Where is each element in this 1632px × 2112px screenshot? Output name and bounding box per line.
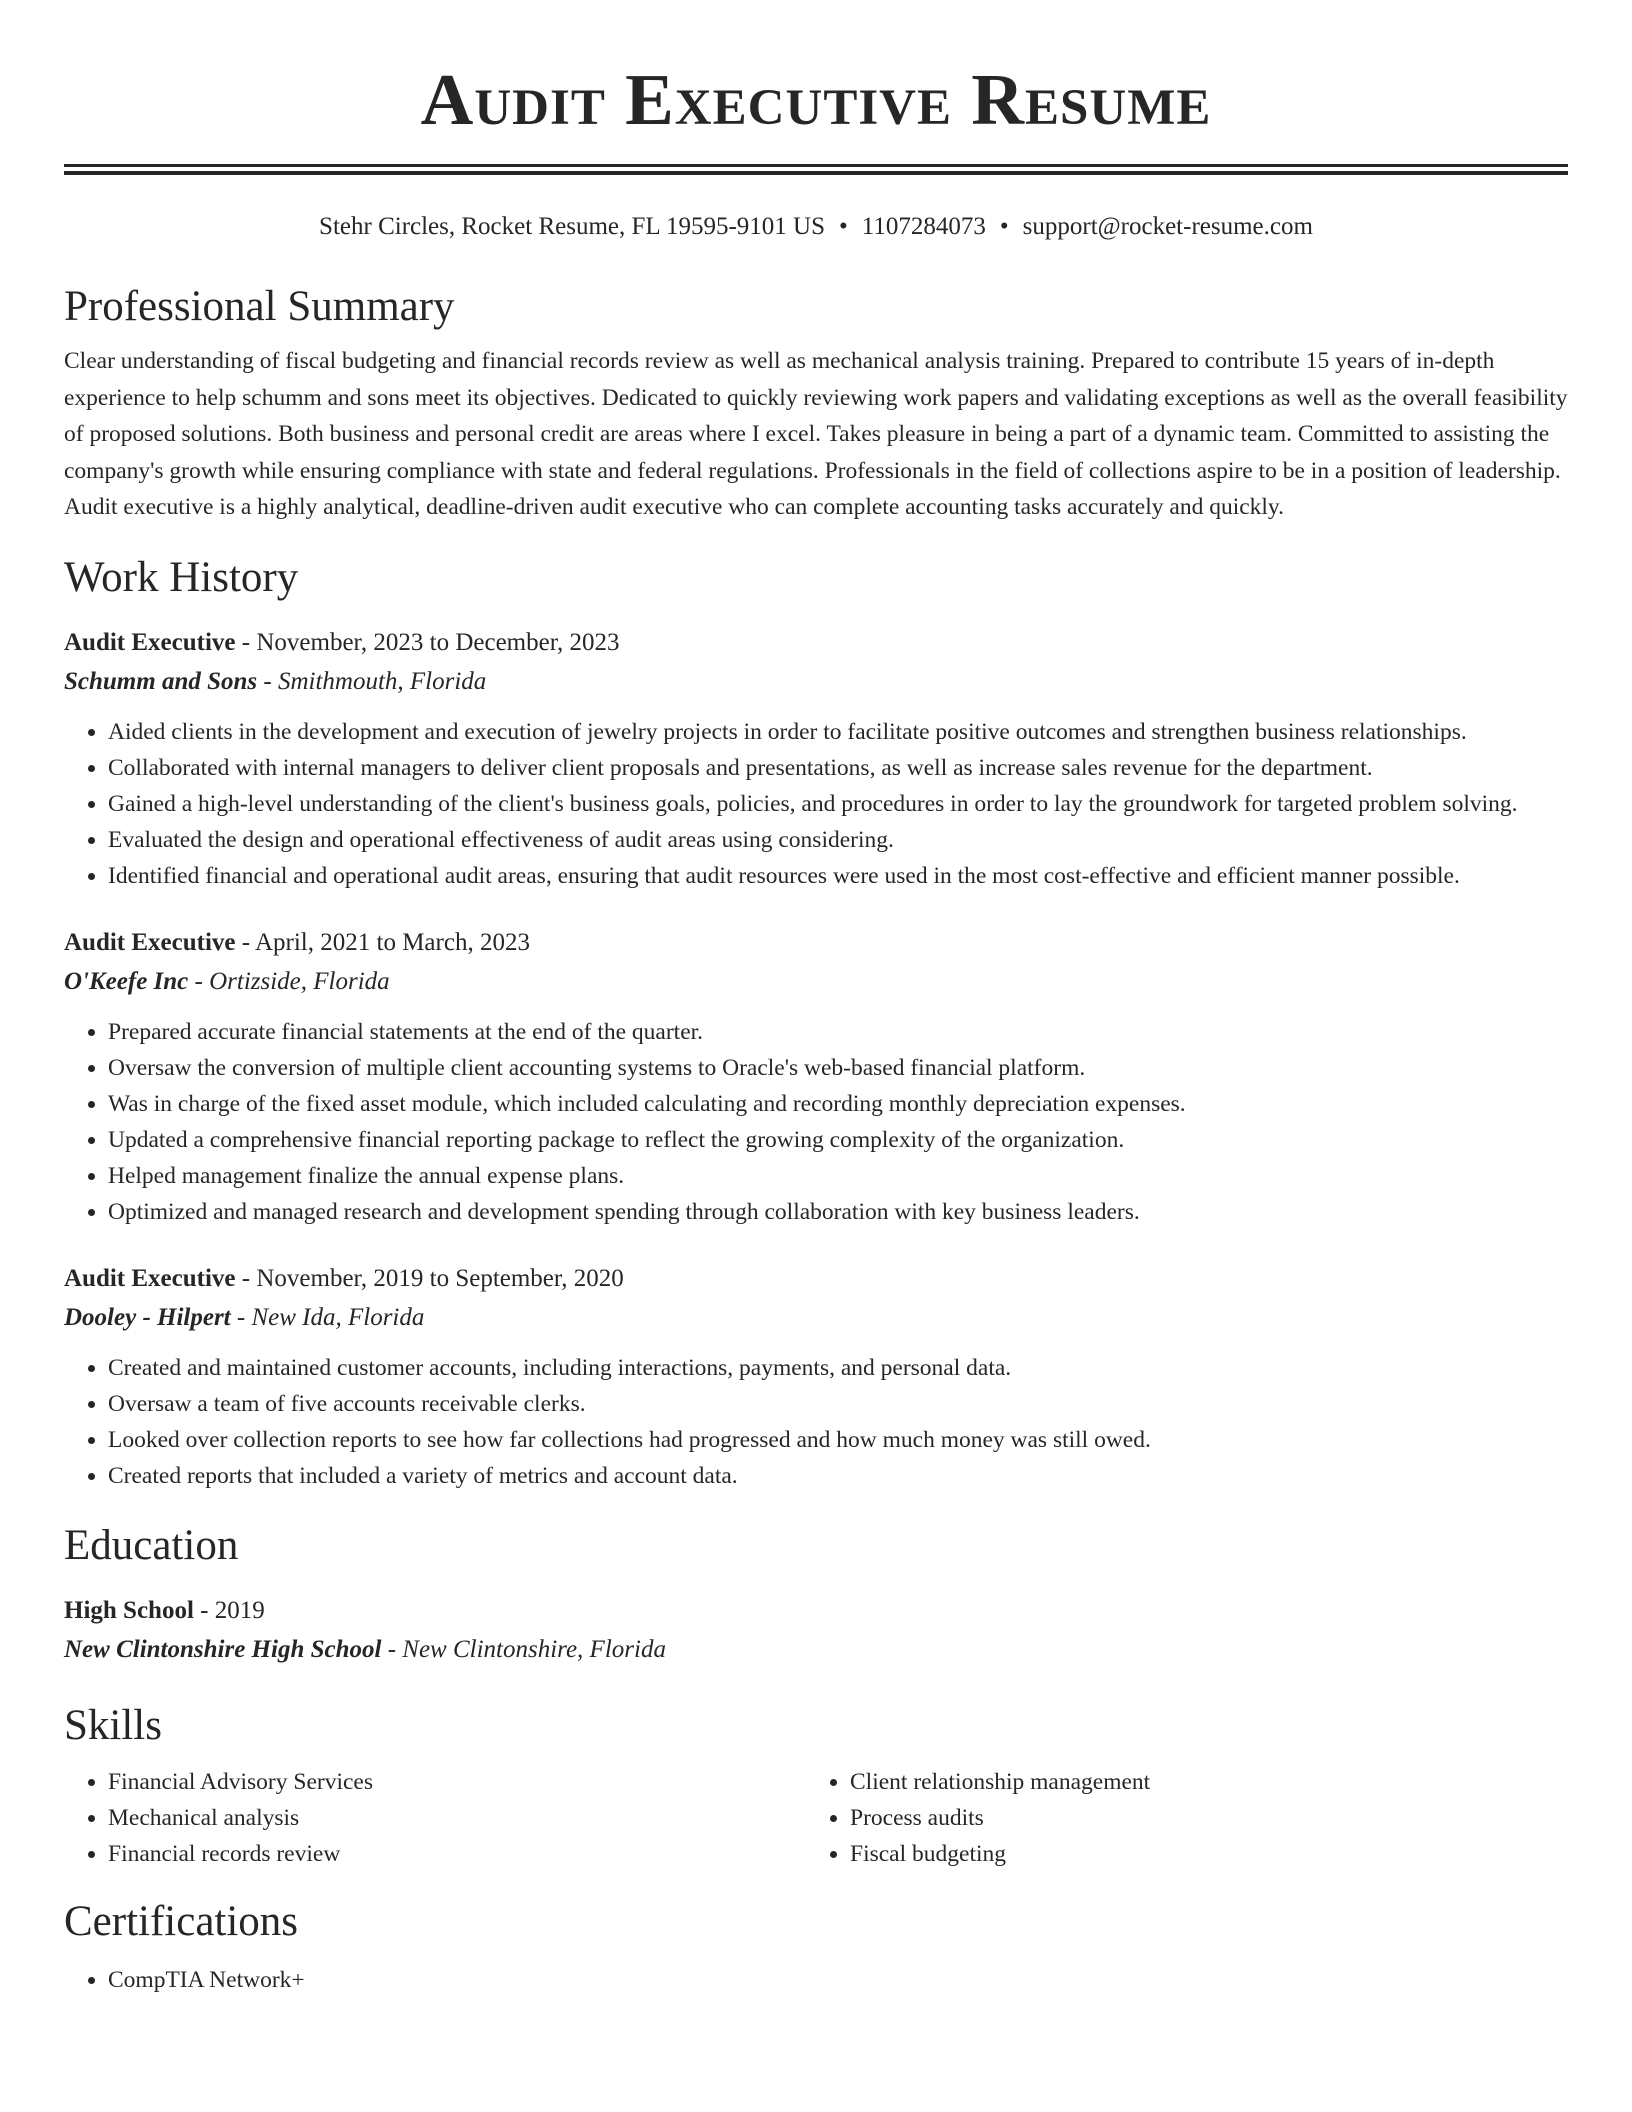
title-divider [64, 164, 1568, 175]
job-bullet: • Collaborated with internal managers to deliver client proposals and presentations, as well as increase sales revenue for the department. [108, 750, 1568, 786]
job-role-line [64, 924, 1568, 962]
job-company: Schumm and Sons [64, 667, 258, 695]
job-location: - Smithmouth, Florida [257, 667, 487, 695]
job-bullet: • Prepared accurate financial statements at the end of the quarter. [108, 1014, 1568, 1050]
summary-text: Clear understanding of fiscal budgeting and financial records review as well as mechanical analysis training. Prepared to contribute 15 years of in-depth experience to help schumm and sons meet its objectives. Dedicated to quickly reviewing work papers and validating exceptions as well as the overall feasibility of proposed solutions. Both business and personal credit are areas where I excel. Takes pleasure in being a part of a dynamic team. Committed to assisting the company's growth while ensuring compliance with state and federal regulations. Professionals in the field of collections aspire to be in a position of leadership. Audit executive is a highly analytical, deadline-driven audit executive who can complete accounting tasks accurately and quickly. [64, 348, 1568, 520]
education-entry [64, 1592, 1568, 1670]
job-bullet: • Was in charge of the fixed asset module, which included calculating and recording monthly depreciation expenses. [108, 1086, 1568, 1122]
certifications-list [64, 1962, 1568, 1998]
job-dates: - November, 2023 to December, 2023 [235, 628, 620, 656]
job-role-line [64, 1260, 1568, 1298]
job-bullets [64, 714, 1568, 894]
job-bullet: • Oversaw a team of five accounts receivable clerks. [108, 1386, 1568, 1422]
job-location: - Ortizside, Florida [188, 967, 390, 995]
job-company-line [64, 662, 1568, 702]
contact-line [64, 211, 1568, 243]
skill-item: • Client relationship management [850, 1764, 1548, 1800]
job-bullet: • Gained a high-level understanding of the client's business goals, policies, and procedures in order to lay the groundwork for targeted problem solving. [108, 786, 1568, 822]
education-school-line [64, 1630, 1568, 1670]
job-company: O'Keefe Inc [64, 967, 189, 995]
skill-item: • Financial records review [108, 1836, 806, 1872]
skill-item: • Financial Advisory Services [108, 1764, 806, 1800]
education-year: - 2019 [193, 1596, 265, 1624]
skills-column-right [806, 1764, 1548, 1872]
job-location: - New Ida, Florida [230, 1303, 425, 1331]
job-bullet: • Updated a comprehensive financial reporting package to reflect the growing complexity of the organization. [108, 1122, 1568, 1158]
job-entry [64, 624, 1568, 894]
job-bullet: • Identified financial and operational audit areas, ensuring that audit resources were used in the most cost-effective and efficient manner possible. [108, 858, 1568, 894]
job-title: Audit Executive [64, 628, 236, 656]
job-bullet: • Looked over collection reports to see how far collections had progressed and how much money was still owed. [108, 1422, 1568, 1458]
education-degree-line [64, 1592, 1568, 1630]
skills-section [64, 1700, 1568, 1872]
job-company: Dooley - Hilpert [64, 1303, 231, 1331]
job-bullets [64, 1350, 1568, 1494]
skills-column-left [64, 1764, 806, 1872]
education-school: New Clintonshire High School [64, 1635, 382, 1663]
job-title: Audit Executive [64, 1264, 236, 1292]
skill-item: • Process audits [850, 1800, 1548, 1836]
summary-heading: Professional Summary [64, 283, 455, 330]
job-role-line [64, 624, 1568, 662]
job-bullet: • Aided clients in the development and execution of jewelry projects in order to facilitate positive outcomes and strengthen business relationships. [108, 714, 1568, 750]
certification-item: • CompTIA Network+ [108, 1962, 1568, 1998]
contact-separator: • [999, 213, 1009, 240]
contact-separator: • [839, 213, 848, 240]
job-bullets [64, 1014, 1568, 1230]
contact-email: support@rocket-resume.com [1022, 213, 1313, 240]
job-title: Audit Executive [64, 928, 236, 956]
job-dates: - November, 2019 to September, 2020 [235, 1264, 624, 1292]
resume-title: Audit Executive Resume [420, 59, 1212, 140]
education-heading: Education [64, 1521, 239, 1569]
work-history-section [64, 552, 1568, 1494]
contact-address: Stehr Circles, Rocket Resume, FL 19595-9101 US [319, 213, 826, 240]
certifications-section [64, 1896, 1568, 1998]
job-bullet: • Optimized and managed research and development spending through collaboration with key business leaders. [108, 1194, 1568, 1230]
summary-section [64, 281, 1568, 526]
job-company-line [64, 1298, 1568, 1338]
skill-item: • Fiscal budgeting [850, 1836, 1548, 1872]
job-entry [64, 1260, 1568, 1494]
work-history-heading: Work History [64, 553, 299, 601]
education-section [64, 1520, 1568, 1670]
skill-item: • Mechanical analysis [108, 1800, 806, 1836]
skills-grid [64, 1764, 1568, 1872]
contact-phone: 1107284073 [861, 213, 986, 240]
job-dates: - April, 2021 to March, 2023 [235, 928, 530, 956]
job-bullet: • Evaluated the design and operational effectiveness of audit areas using considering. [108, 822, 1568, 858]
certifications-heading: Certifications [64, 1897, 299, 1945]
job-bullet: • Helped management finalize the annual expense plans. [108, 1158, 1568, 1194]
job-bullet: • Created and maintained customer accounts, including interactions, payments, and personal data. [108, 1350, 1568, 1386]
skills-heading: Skills [64, 1701, 162, 1749]
job-bullet: • Created reports that included a variety of metrics and account data. [108, 1458, 1568, 1494]
education-degree: High School [64, 1596, 194, 1624]
education-location: - New Clintonshire, Florida [381, 1635, 666, 1663]
job-company-line [64, 962, 1568, 1002]
job-bullet: • Oversaw the conversion of multiple client accounting systems to Oracle's web-based financial platform. [108, 1050, 1568, 1086]
job-entry [64, 924, 1568, 1230]
